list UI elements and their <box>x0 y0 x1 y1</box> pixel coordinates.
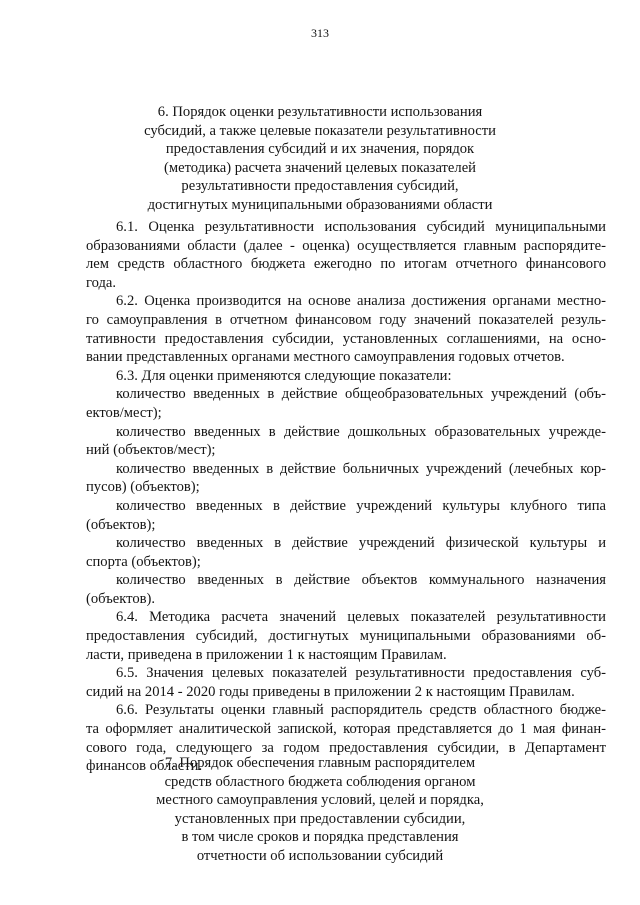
text-line: количество введенных в действие объектов коммунального назначения <box>116 572 606 589</box>
text-line: ний (объектов/мест); <box>86 442 216 459</box>
text-line: спорта (объектов); <box>86 553 201 570</box>
text-line: 6.3. Для оценки применяются следующие показатели: <box>116 367 452 384</box>
text-line: количество введенных в действие общеобразовательных учреждений (объ- <box>116 386 606 403</box>
text-line: 6.6. Результаты оценки главный распорядитель средств областного бюдже- <box>116 702 606 719</box>
heading-line: в том числе сроков и порядка представления <box>181 829 459 846</box>
text-line: количество введенных в действие учреждений физической культуры и <box>116 535 606 552</box>
text-line: сового года, следующего за годом предоставления субсидии, в Департамент <box>86 739 606 756</box>
text-line: го самоуправления в отчетном финансовом году значений показателей резуль- <box>86 311 606 328</box>
text-line: пусов) (объектов); <box>86 479 200 496</box>
section-6-heading <box>110 103 530 215</box>
heading-line: отчетности об использовании субсидий <box>196 847 444 864</box>
text-line: 6.1. Оценка результативности использования субсидий муниципальными <box>116 219 606 235</box>
heading-line: предоставления субсидий и их значения, порядок <box>165 141 475 158</box>
text-line: 6.4. Методика расчета значений целевых показателей результативности <box>116 609 606 626</box>
section-6-body <box>86 218 606 776</box>
text-line: лем средств областного бюджета ежегодно по итогам отчетного финансового <box>86 256 606 273</box>
text-line: ласти, приведена в приложении 1 к настоящим Правилам. <box>86 646 447 663</box>
heading-line: установленных при предоставлении субсидии, <box>174 810 466 827</box>
text-line: (объектов); <box>86 516 156 533</box>
text-line: (объектов). <box>86 590 156 607</box>
text-line: вании представленных органами местного самоуправления годовых отчетов. <box>86 349 565 366</box>
heading-line: субсидий, а также целевые показатели результативности <box>144 122 496 139</box>
text-line: количество введенных в действие больничных учреждений (лечебных кор- <box>116 460 606 477</box>
heading-line: результативности предоставления субсидий, <box>181 178 459 195</box>
section-7-heading <box>110 754 530 866</box>
text-line: финансов области. <box>86 758 203 775</box>
text-line: ектов/мест); <box>86 404 162 421</box>
heading-line: местного самоуправления условий, целей и порядка, <box>156 792 484 809</box>
text-line: года. <box>86 274 117 291</box>
text-line: предоставления субсидий, достигнутых муниципальными образованиями об- <box>86 628 606 645</box>
page-number: 313 <box>311 26 329 40</box>
text-line: количество введенных в действие учреждений культуры клубного типа <box>116 497 606 514</box>
heading-line: средств областного бюджета соблюдения органом <box>164 773 476 790</box>
heading-line: достигнутых муниципальными образованиями области <box>147 196 493 213</box>
text-line: количество введенных в действие дошкольных образовательных учрежде- <box>116 423 606 440</box>
heading-line: 7. Порядок обеспечения главным распорядителем <box>164 755 476 771</box>
text-line: тативности предоставления субсидии, установленных соглашениями, на осно- <box>86 330 606 347</box>
text-line: 6.2. Оценка производится на основе анализа достижения органами местно- <box>116 293 606 310</box>
text-line: 6.5. Значения целевых показателей результативности предоставления суб- <box>116 665 606 682</box>
heading-line: 6. Порядок оценки результативности использования <box>157 104 483 120</box>
text-line: образованиями области (далее - оценка) осуществляется главным распорядите- <box>86 237 606 254</box>
text-line: та оформляет аналитической запиской, которая представляется до 1 мая финан- <box>86 721 606 738</box>
heading-line: (методика) расчета значений целевых показателей <box>164 159 476 176</box>
text-line: сидий на 2014 - 2020 годы приведены в приложении 2 к настоящим Правилам. <box>86 683 575 700</box>
